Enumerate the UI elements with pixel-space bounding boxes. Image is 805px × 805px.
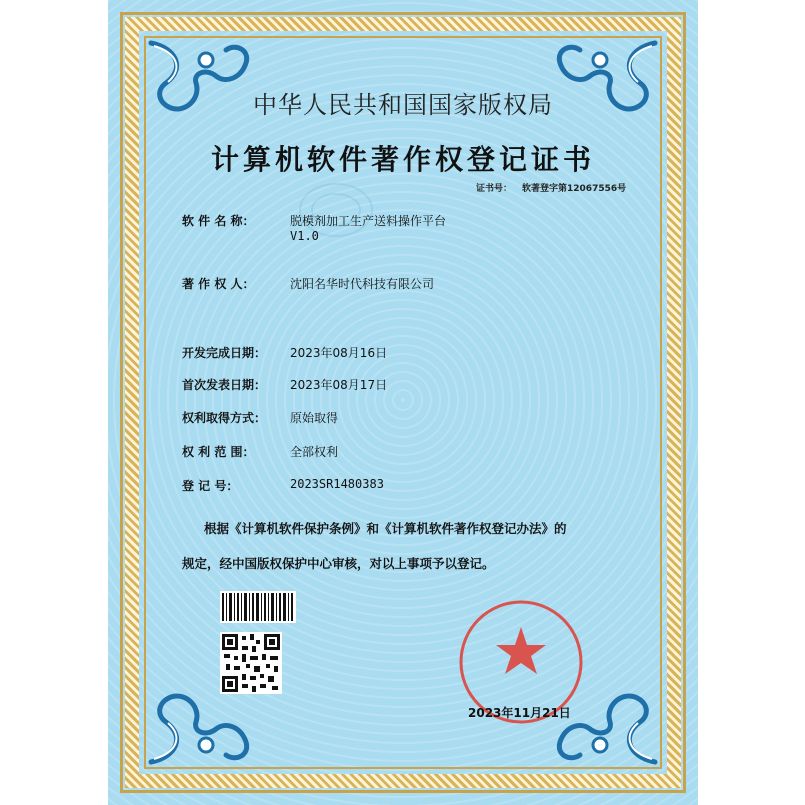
software-version-value: V1.0	[290, 229, 319, 243]
certificate-number-value: 软著登字第12067556号	[522, 184, 627, 194]
dev-date-value: 2023年08月16日	[290, 346, 388, 360]
acquisition-label: 权利取得方式：	[182, 411, 267, 425]
certificate-number	[476, 181, 626, 194]
dev-date-label: 开发完成日期：	[182, 346, 267, 360]
owner-label: 著 作 权 人：	[182, 277, 255, 291]
certificate-title: 计算机软件著作权登记证书	[210, 143, 595, 176]
owner-value: 沈阳名华时代科技有限公司	[290, 277, 435, 291]
pub-date-value: 2023年08月17日	[290, 378, 388, 392]
scope-value: 全部权利	[290, 445, 339, 459]
issuer-title: 中华人民共和国国家版权局	[253, 91, 553, 119]
registration-value: 2023SR1480383	[290, 477, 384, 491]
barcode-icon	[220, 591, 296, 623]
certificate	[108, 0, 698, 805]
acquisition-value: 原始取得	[290, 411, 339, 425]
software-name-label: 软 件 名 称：	[182, 214, 255, 228]
body-text-line-1: 根据《计算机软件保护条例》和《计算机软件著作权登记办法》的	[204, 521, 567, 536]
software-name-value: 脱模剂加工生产送料操作平台	[290, 214, 447, 228]
corner-ornament-icon	[146, 687, 266, 767]
issue-date: 2023年11月21日	[468, 706, 571, 720]
body-text-line-2: 规定，经中国版权保护中心审核，对以上事项予以登记。	[182, 556, 495, 571]
certificate-number-label: 证书号：	[476, 184, 513, 194]
qr-code-icon	[220, 632, 282, 694]
registration-label: 登 记 号：	[182, 479, 239, 493]
pub-date-label: 首次发表日期：	[182, 378, 267, 392]
scope-label: 权 利 范 围：	[182, 445, 255, 459]
